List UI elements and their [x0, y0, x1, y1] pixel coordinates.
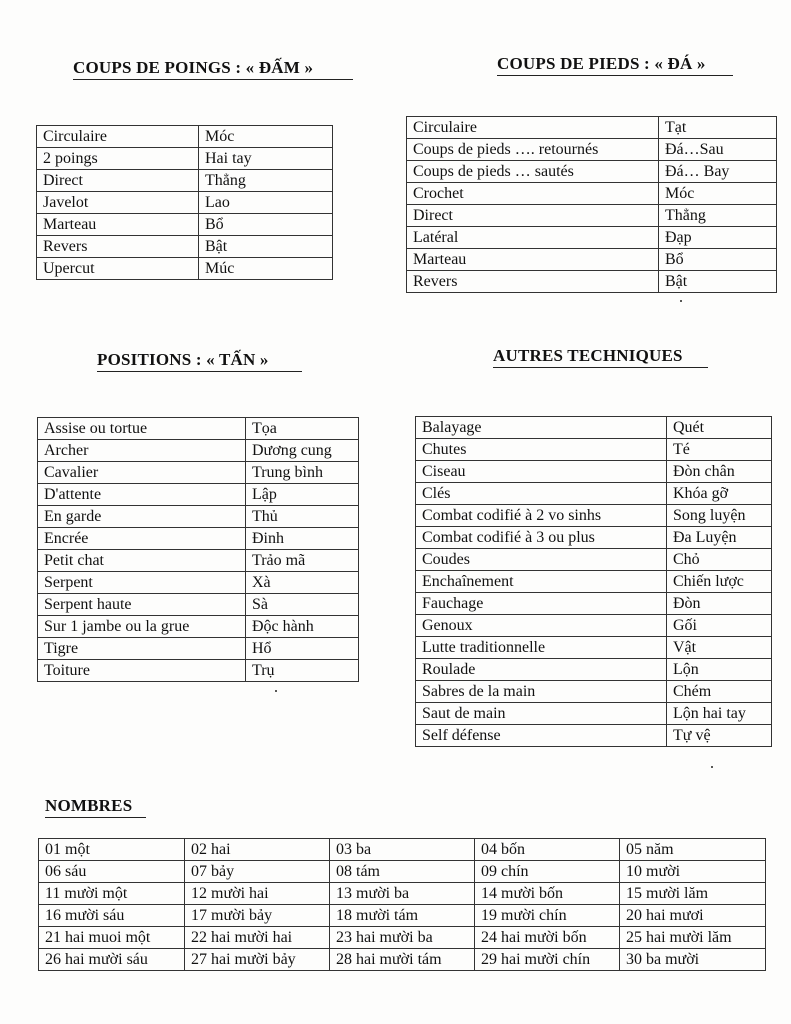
table-row	[416, 417, 772, 439]
number-cell: 05 năm	[620, 839, 766, 861]
fr-term: Saut de main	[416, 703, 667, 725]
fr-term: Marteau	[37, 214, 199, 236]
vn-term: Sà	[246, 594, 359, 616]
table-row	[38, 506, 359, 528]
table-row	[39, 905, 766, 927]
table-row	[407, 271, 777, 293]
number-cell: 29 hai mười chín	[475, 949, 620, 971]
number-cell: 10 mười	[620, 861, 766, 883]
table-row	[416, 527, 772, 549]
fr-term: Archer	[38, 440, 246, 462]
autres-title-underline	[493, 367, 708, 368]
vn-term: Bật	[199, 236, 333, 258]
table-row	[416, 659, 772, 681]
fr-term: Fauchage	[416, 593, 667, 615]
table-row	[37, 192, 333, 214]
vn-term: Tự vệ	[667, 725, 772, 747]
vn-term: Chỏ	[667, 549, 772, 571]
pieds-table	[406, 116, 777, 293]
number-cell: 15 mười lăm	[620, 883, 766, 905]
fr-term: Sur 1 jambe ou la grue	[38, 616, 246, 638]
table-row	[38, 594, 359, 616]
vn-term: Thủ	[246, 506, 359, 528]
table-row	[37, 148, 333, 170]
fr-term: Serpent haute	[38, 594, 246, 616]
vn-term: Lộn	[667, 659, 772, 681]
number-cell: 04 bốn	[475, 839, 620, 861]
vn-term: Thẳng	[659, 205, 777, 227]
fr-term: Upercut	[37, 258, 199, 280]
table-row	[37, 236, 333, 258]
number-cell: 25 hai mười lăm	[620, 927, 766, 949]
number-cell: 13 mười ba	[330, 883, 475, 905]
vn-term: Trảo mã	[246, 550, 359, 572]
number-cell: 20 hai mươi	[620, 905, 766, 927]
table-row	[38, 462, 359, 484]
positions-title-underline	[97, 371, 302, 372]
fr-term: Javelot	[37, 192, 199, 214]
number-cell: 07 bảy	[185, 861, 330, 883]
table-row	[416, 483, 772, 505]
table-row	[38, 418, 359, 440]
fr-term: En garde	[38, 506, 246, 528]
fr-term: Balayage	[416, 417, 667, 439]
vn-term: Khóa gỡ	[667, 483, 772, 505]
vn-term: Lao	[199, 192, 333, 214]
number-cell: 26 hai mười sáu	[39, 949, 185, 971]
table-row	[37, 258, 333, 280]
number-cell: 01 một	[39, 839, 185, 861]
pieds-title: COUPS DE PIEDS : « ĐÁ »	[497, 54, 706, 73]
table-row	[416, 505, 772, 527]
number-cell: 14 mười bốn	[475, 883, 620, 905]
fr-term: Coudes	[416, 549, 667, 571]
number-cell: 17 mười bảy	[185, 905, 330, 927]
number-cell: 16 mười sáu	[39, 905, 185, 927]
autres-table	[415, 416, 772, 747]
vn-term: Trung bình	[246, 462, 359, 484]
table-row	[38, 616, 359, 638]
table-row	[38, 528, 359, 550]
fr-term: Chutes	[416, 439, 667, 461]
table-row	[416, 461, 772, 483]
vn-term: Tạt	[659, 117, 777, 139]
table-row	[38, 440, 359, 462]
fr-term: D'attente	[38, 484, 246, 506]
autres-title: AUTRES TECHNIQUES	[493, 346, 683, 365]
fr-term: Sabres de la main	[416, 681, 667, 703]
vn-term: Tọa	[246, 418, 359, 440]
table-row	[407, 249, 777, 271]
positions-table	[37, 417, 359, 682]
fr-term: Enchaînement	[416, 571, 667, 593]
vn-term: Hổ	[246, 638, 359, 660]
vn-term: Độc hành	[246, 616, 359, 638]
fr-term: Latéral	[407, 227, 659, 249]
scan-speck	[680, 300, 682, 302]
fr-term: Genoux	[416, 615, 667, 637]
fr-term: Revers	[37, 236, 199, 258]
table-row	[38, 660, 359, 682]
vn-term: Bổ	[659, 249, 777, 271]
fr-term: Combat codifié à 2 vo sinhs	[416, 505, 667, 527]
number-cell: 22 hai mười hai	[185, 927, 330, 949]
table-row	[37, 170, 333, 192]
vn-term: Đinh	[246, 528, 359, 550]
vn-term: Đá…Sau	[659, 139, 777, 161]
vn-term: Lập	[246, 484, 359, 506]
positions-title: POSITIONS : « TẤN »	[97, 350, 269, 369]
fr-term: Lutte traditionnelle	[416, 637, 667, 659]
vn-term: Đòn	[667, 593, 772, 615]
vn-term: Đạp	[659, 227, 777, 249]
table-row	[407, 183, 777, 205]
fr-term: Encrée	[38, 528, 246, 550]
poings-table	[36, 125, 333, 280]
vn-term: Song luyện	[667, 505, 772, 527]
number-cell: 24 hai mười bốn	[475, 927, 620, 949]
number-cell: 28 hai mười tám	[330, 949, 475, 971]
table-row	[38, 638, 359, 660]
scan-speck	[275, 690, 277, 692]
fr-term: Assise ou tortue	[38, 418, 246, 440]
fr-term: Marteau	[407, 249, 659, 271]
vn-term: Hai tay	[199, 148, 333, 170]
number-cell: 02 hai	[185, 839, 330, 861]
vn-term: Đa Luyện	[667, 527, 772, 549]
table-row	[39, 883, 766, 905]
fr-term: Direct	[37, 170, 199, 192]
fr-term: Clés	[416, 483, 667, 505]
fr-term: Tigre	[38, 638, 246, 660]
vn-term: Móc	[659, 183, 777, 205]
fr-term: Coups de pieds … sautés	[407, 161, 659, 183]
number-cell: 27 hai mười bảy	[185, 949, 330, 971]
number-cell: 06 sáu	[39, 861, 185, 883]
number-cell: 23 hai mười ba	[330, 927, 475, 949]
vn-term: Quét	[667, 417, 772, 439]
number-cell: 18 mười tám	[330, 905, 475, 927]
vn-term: Múc	[199, 258, 333, 280]
table-row	[39, 839, 766, 861]
table-row	[39, 927, 766, 949]
vn-term: Chiến lược	[667, 571, 772, 593]
table-row	[407, 205, 777, 227]
fr-term: Coups de pieds …. retournés	[407, 139, 659, 161]
number-cell: 30 ba mười	[620, 949, 766, 971]
number-cell: 12 mười hai	[185, 883, 330, 905]
vn-term: Gối	[667, 615, 772, 637]
number-cell: 09 chín	[475, 861, 620, 883]
fr-term: Circulaire	[407, 117, 659, 139]
table-row	[38, 484, 359, 506]
number-cell: 21 hai muoi một	[39, 927, 185, 949]
vn-term: Bật	[659, 271, 777, 293]
fr-term: Revers	[407, 271, 659, 293]
vn-term: Chém	[667, 681, 772, 703]
table-row	[416, 593, 772, 615]
fr-term: Direct	[407, 205, 659, 227]
fr-term: Ciseau	[416, 461, 667, 483]
vn-term: Dương cung	[246, 440, 359, 462]
table-row	[38, 550, 359, 572]
fr-term: Cavalier	[38, 462, 246, 484]
table-row	[416, 637, 772, 659]
vn-term: Đá… Bay	[659, 161, 777, 183]
table-row	[39, 861, 766, 883]
poings-title: COUPS DE POINGS : « ĐẤM »	[73, 58, 314, 77]
table-row	[416, 549, 772, 571]
table-row	[416, 681, 772, 703]
vn-term: Vật	[667, 637, 772, 659]
table-row	[416, 725, 772, 747]
number-cell: 19 mười chín	[475, 905, 620, 927]
vn-term: Xà	[246, 572, 359, 594]
vn-term: Đòn chân	[667, 461, 772, 483]
fr-term: Crochet	[407, 183, 659, 205]
table-row	[416, 571, 772, 593]
nombres-title: NOMBRES	[45, 796, 133, 815]
table-row	[407, 139, 777, 161]
vn-term: Lộn hai tay	[667, 703, 772, 725]
vn-term: Trụ	[246, 660, 359, 682]
fr-term: 2 poings	[37, 148, 199, 170]
vn-term: Té	[667, 439, 772, 461]
poings-title-underline	[73, 79, 353, 80]
number-cell: 03 ba	[330, 839, 475, 861]
fr-term: Circulaire	[37, 126, 199, 148]
number-cell: 11 mười một	[39, 883, 185, 905]
table-row	[416, 703, 772, 725]
nombres-title-underline	[45, 817, 146, 818]
table-row	[407, 227, 777, 249]
fr-term: Roulade	[416, 659, 667, 681]
table-row	[407, 161, 777, 183]
table-row	[407, 117, 777, 139]
table-row	[416, 439, 772, 461]
table-row	[416, 615, 772, 637]
number-cell: 08 tám	[330, 861, 475, 883]
table-row	[37, 214, 333, 236]
vn-term: Móc	[199, 126, 333, 148]
nombres-table	[38, 838, 766, 971]
pieds-title-underline	[497, 75, 733, 76]
fr-term: Combat codifié à 3 ou plus	[416, 527, 667, 549]
table-row	[37, 126, 333, 148]
fr-term: Toiture	[38, 660, 246, 682]
fr-term: Petit chat	[38, 550, 246, 572]
fr-term: Self défense	[416, 725, 667, 747]
vn-term: Bổ	[199, 214, 333, 236]
table-row	[39, 949, 766, 971]
vn-term: Thẳng	[199, 170, 333, 192]
scan-speck	[711, 766, 713, 768]
table-row	[38, 572, 359, 594]
fr-term: Serpent	[38, 572, 246, 594]
